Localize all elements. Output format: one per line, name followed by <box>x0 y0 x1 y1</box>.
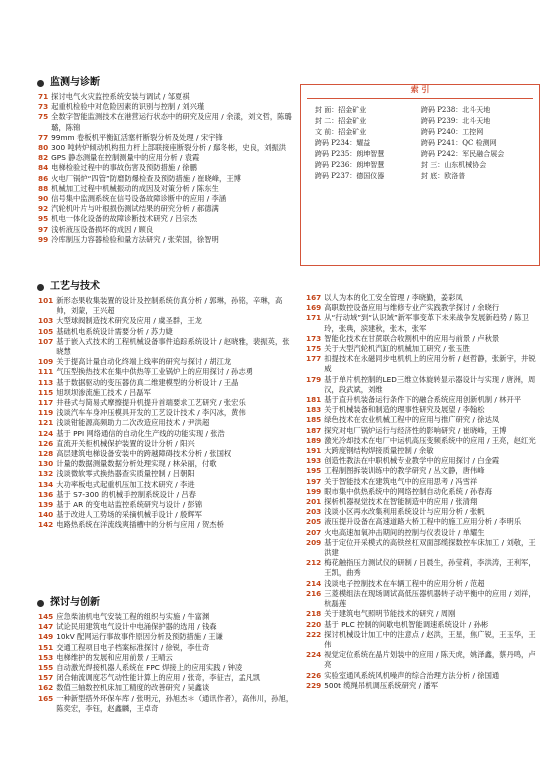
page-number: 169 <box>306 303 322 313</box>
entry-title: 关于提高计量自动化终端上线率的研究与探讨 / 胡江龙 <box>56 357 232 367</box>
entry-title: 浅谈电子控制技术在车辆工程中的应用分析 / 范超 <box>324 578 485 588</box>
toc-entry[interactable] <box>306 558 538 578</box>
toc-entry[interactable] <box>306 497 538 507</box>
toc-entry[interactable] <box>38 174 296 184</box>
entry-title: 电梯维护的发展和应用前景 / 王晴云 <box>56 652 173 662</box>
toc-entry[interactable] <box>306 426 538 436</box>
entry-title: 智能化技术在甘蔗联合收割机中的应用与前景 / 卢秋景 <box>324 333 500 343</box>
entry-title: 探讨机械设计加工中的注意点 / 赵洪，王星，焦广锐，王玉华，王伟 <box>324 629 536 649</box>
page-number: 220 <box>306 619 322 629</box>
section-innovation <box>38 596 296 714</box>
toc-entry[interactable] <box>306 354 538 374</box>
entry-title: 高职数控设备应用与维修专业产实践教学探讨 / 余晓行 <box>324 303 500 313</box>
page-number: 109 <box>38 357 54 367</box>
page-number: 207 <box>306 527 322 537</box>
index-divider <box>307 98 533 99</box>
page-number: 205 <box>306 517 322 527</box>
toc-entry[interactable] <box>38 163 296 173</box>
entry-title: 浅谈小区再水改集利用系统设计与应用分析 / 张帆 <box>324 507 485 517</box>
toc-entry[interactable] <box>38 683 296 693</box>
toc-entry[interactable] <box>38 612 296 622</box>
page-number: 214 <box>306 578 322 588</box>
toc-entry[interactable] <box>38 388 296 398</box>
page-number: 103 <box>38 316 54 326</box>
page-number: 80 <box>38 143 49 153</box>
entry-title: 起重机检验中对危险因素的识别与控制 / 刘兴瑾 <box>51 102 205 112</box>
page-number: 71 <box>38 92 49 101</box>
page-number: 124 <box>38 428 54 438</box>
section-heading <box>38 76 296 90</box>
toc-entry[interactable] <box>38 214 296 224</box>
entry-title: 浅谈钳能源高频助力二次改造应用技术 / 尹洪超 <box>56 418 210 428</box>
entry-title: 探讨电气火灾监控系统安装与调试 / 邹夏祺 <box>51 92 190 101</box>
entry-title: 视觉定位系统在晶片划装中的应用 / 陈天虎，姚泽鑫，蔡丹鸣，卢亮 <box>324 650 536 670</box>
toc-entry[interactable] <box>38 102 296 112</box>
toc-entry[interactable] <box>38 408 296 418</box>
index-entry: 封 面：招金矿业 <box>315 106 367 114</box>
page-number: 222 <box>306 629 322 639</box>
entry-title: 基于 PPI 网络通信的自动化生产线的功能实现 / 张浩 <box>56 428 225 438</box>
page-number: 229 <box>306 680 322 690</box>
entry-title: 99mm 卷板机平衡缸活塞杆断裂分析及处理 / 宋宇锋 <box>51 132 223 142</box>
toc-entry[interactable] <box>38 337 296 357</box>
toc-entry[interactable] <box>306 528 538 538</box>
index-entry: 跨码 P234：耀益 <box>315 139 371 147</box>
index-title: 索 引 <box>410 85 430 94</box>
entry-title: 井巷式与简易式摩擦提升机提升首端要求工艺研究 / 张宏乐 <box>56 398 246 408</box>
toc-entry[interactable] <box>306 579 538 589</box>
toc-entry[interactable] <box>306 671 538 681</box>
page-number: 105 <box>38 326 54 336</box>
entry-title: 一种新型搭外环保车库 / 张明元，孙旭杰＊（通讯作者），高伟川，孙旭，陈奕宏，李钰，赵鑫麟，王卓奇 <box>56 693 294 713</box>
index-row <box>315 171 533 182</box>
toc-entry[interactable] <box>306 405 538 415</box>
index-entry: 封 二：招金矿业 <box>315 117 367 125</box>
index-entry: 跨码 P242：军民融合展会 <box>421 150 505 158</box>
page-number: 165 <box>38 693 54 703</box>
page-number: 121 <box>38 418 54 428</box>
page-number: 86 <box>38 173 49 183</box>
index-row <box>315 127 533 138</box>
page-number: 88 <box>38 183 49 193</box>
toc-entry[interactable] <box>38 153 296 163</box>
page-number: 195 <box>306 466 322 476</box>
page-number: 175 <box>306 344 322 354</box>
entry-title: 眼市集中供热系统中的网络控制自动化系统 / 孙春海 <box>324 486 492 496</box>
toc-entry[interactable] <box>38 459 296 469</box>
page-number: 95 <box>38 214 49 224</box>
entry-title: 基于 PLC 控制的间歇电机智能调速系统设计 / 孙彬 <box>324 619 489 629</box>
toc-entry[interactable] <box>38 622 296 632</box>
page-number: 145 <box>38 612 54 621</box>
section-title: 监测与诊断 <box>50 76 100 88</box>
toc-entry[interactable] <box>38 378 296 388</box>
toc-entry[interactable] <box>38 327 296 337</box>
page-number: 226 <box>306 670 322 680</box>
entry-title: 电路热系统在洋流线爽插槽中的分析与应用 / 贺杰桥 <box>56 520 224 530</box>
toc-entry[interactable] <box>306 375 538 395</box>
section-title: 探讨与创新 <box>50 596 100 608</box>
entry-title: 扣提技术在永磁同步电机机上的应用分析 / 赵哲静，张新宇，井锐威 <box>324 354 536 374</box>
toc-entry[interactable] <box>306 466 538 476</box>
toc-entry[interactable] <box>306 395 538 405</box>
section-process <box>38 280 296 531</box>
index-entry: 跨码 P239：北斗天地 <box>421 117 491 125</box>
page-number: 111 <box>38 367 54 377</box>
index-rows <box>315 105 533 182</box>
page-number: 216 <box>306 588 322 598</box>
page-number: 201 <box>306 497 322 507</box>
toc-entry[interactable] <box>306 303 538 313</box>
page-number: 193 <box>306 456 322 466</box>
toc-entry[interactable] <box>38 663 296 673</box>
entry-title: 基于 AR 的变电站监控系统研究与设计 / 彭锦 <box>56 500 203 510</box>
entry-title: 关于机械装备和制造的理事性研究及展望 / 李翰松 <box>324 405 485 415</box>
page-number: 107 <box>38 336 54 346</box>
entry-title: 机械加工过程中机械振动的成因及对策分析 / 陈东生 <box>51 183 219 193</box>
page-number: 167 <box>306 293 322 302</box>
entry-title: 火电高速加氧冲击期间的控制与仪表设计 / 单耀生 <box>324 527 485 537</box>
toc-entry[interactable] <box>38 357 296 367</box>
toc-entry[interactable] <box>38 632 296 642</box>
toc-entry[interactable] <box>38 204 296 214</box>
toc-entry[interactable] <box>306 436 538 446</box>
page-number: 155 <box>38 663 54 673</box>
toc-entry[interactable] <box>38 510 296 520</box>
toc-entry[interactable] <box>38 225 296 235</box>
bullet-icon <box>37 600 44 607</box>
page-number: 199 <box>306 486 322 496</box>
page-number: 218 <box>306 609 322 619</box>
toc-entry[interactable] <box>306 650 538 670</box>
page-number: 212 <box>306 558 322 568</box>
page-number: 181 <box>306 395 322 405</box>
page-number: 115 <box>38 387 54 397</box>
page-number: 157 <box>38 673 54 683</box>
entry-title: 500t 缆绳吊机调压系统研究 / 潘军 <box>324 680 439 690</box>
page-number: 128 <box>38 449 54 459</box>
entry-title: 绿色技术在农业机械工程中的应用与推广研究 / 徐达凤 <box>324 415 500 425</box>
toc-entry[interactable] <box>38 469 296 479</box>
right-column <box>306 293 538 691</box>
entry-title: 汽轮机叶片与叶根损伤测试结果的研究分析 / 郝德满 <box>51 204 219 214</box>
toc-entry[interactable] <box>306 538 538 558</box>
page-number: 92 <box>38 204 49 214</box>
page-number: 139 <box>38 500 54 510</box>
toc-entry[interactable] <box>38 235 296 245</box>
entry-title: 冷库制压力容器检验和量方法研究 / 张荣国，徐智明 <box>51 234 219 244</box>
toc-entry[interactable] <box>38 490 296 500</box>
index-entry: 跨码 P240：工控网 <box>421 128 484 136</box>
toc-entry[interactable] <box>306 446 538 456</box>
entry-title: 浅析液压设备损坏的成因 / 顾良 <box>51 224 154 234</box>
section-title: 工艺与技术 <box>50 280 100 292</box>
entry-title: 以人为本的化工安全管理 / 李晓勤，姜彩凤 <box>324 293 463 302</box>
toc-entry[interactable] <box>38 449 296 459</box>
toc-entry[interactable] <box>306 589 538 609</box>
index-row <box>315 160 533 171</box>
entry-title: 交通工程项目电子档案标准探讨 / 徐锐，李仕奇 <box>56 642 210 652</box>
page-number: 130 <box>38 459 54 469</box>
toc-entry[interactable] <box>38 398 296 408</box>
page-number: 177 <box>306 354 322 364</box>
index-entry: 封 三：山东机械协会 <box>421 161 487 169</box>
page-number: 132 <box>38 469 54 479</box>
section-heading <box>38 280 296 294</box>
entry-title: 关于建筑电气照明节能技术的研究 / 周刚 <box>324 609 456 619</box>
toc-entry[interactable] <box>38 480 296 490</box>
entry-title: 探析机器视觉技术在智能制造中的应用 / 张清翔 <box>324 497 478 507</box>
page-number: 179 <box>306 374 322 384</box>
page-number: 173 <box>306 333 322 343</box>
index-row <box>315 105 533 116</box>
page-number: 153 <box>38 652 54 662</box>
entry-title: 基于 S7-300 的机械手控制系统设计 / 吕春 <box>56 489 196 499</box>
entry-title: 基于直升机装备运行条件下的融合系统应用创新机制 / 林开平 <box>324 395 522 405</box>
entry-title: 关于大型汽轮机汽缸的机械加工研究 / 张玉胜 <box>324 344 470 354</box>
entry-title: 基础机电系统设计需要分析 / 苏力婕 <box>56 326 173 336</box>
toc-entry[interactable] <box>306 681 538 691</box>
toc-entry[interactable] <box>38 500 296 510</box>
entry-title: 工程制图拆装训练中的教学研究 / 丛文静，唐伟峰 <box>324 466 485 476</box>
section-heading <box>38 596 296 610</box>
index-entry: 跨码 P238：北斗天地 <box>421 106 491 114</box>
entry-title: 10kV 配网运行事故事件原因分析及预防措施 / 王谦 <box>56 632 223 642</box>
entry-title: 创造性教法在中职机械专业教学中的应用探讨 / 白金霞 <box>324 456 500 466</box>
page-number: 77 <box>38 132 49 142</box>
entry-title: 机电一体化设备的故障诊断技术研究 / 吕宗杰 <box>51 214 197 224</box>
entry-title: 梅花触指压力测试仪的研制 / 吕晨生，孙莹莉，李洪涛，王利军，王凯，曲秀 <box>324 558 536 578</box>
entry-title: 新形态果收集装置的设计及控制系统仿真分析 / 郭琳，孙铭，辛琳，高帅，刘蒙，王兴超 <box>56 296 283 316</box>
entry-title: 旭坝坝渗流施工技术 / 吕磊军 <box>56 387 151 397</box>
page-number: 90 <box>38 194 49 204</box>
toc-entry[interactable] <box>38 439 296 449</box>
toc-entry[interactable] <box>306 344 538 354</box>
toc-entry[interactable] <box>38 653 296 663</box>
page-number: 187 <box>306 425 322 435</box>
entry-title: 应急柴油机电气安装工程的组织与实施 / 牛富渊 <box>56 612 210 621</box>
toc-entry[interactable] <box>306 517 538 527</box>
page-number: 189 <box>306 435 322 445</box>
entry-title: 火电厂锅炉“四管”防磨防爆检查及预防措施 / 崔晓峰，王博 <box>51 173 241 183</box>
page-number: 147 <box>38 622 54 632</box>
toc-entry[interactable] <box>306 334 538 344</box>
entry-title: GPS 静态测量在控制测量中的应用分析 / 袁霞 <box>51 153 200 163</box>
index-row <box>315 149 533 160</box>
toc-entry[interactable] <box>306 487 538 497</box>
page-number: 84 <box>38 163 49 173</box>
toc-entry[interactable] <box>38 520 296 530</box>
entry-title: 探究对电厂锅炉运行与经济性的影响研究 / 崔晓峰，王博 <box>324 425 507 435</box>
entry-title: 基于嵌入式技术的工程机械设备事件追踪系统设计 / 赵晓雅，裴振英，张晓慧 <box>56 336 290 357</box>
page-number: 185 <box>306 415 322 425</box>
toc-entry[interactable] <box>38 316 296 326</box>
page-number: 149 <box>38 632 54 642</box>
page-number: 126 <box>38 438 54 448</box>
entry-title: 基于数据驱动的变压器仿真二维建模型的分析设计 / 王晶 <box>56 377 239 387</box>
index-row <box>315 116 533 127</box>
page-number: 191 <box>306 446 322 456</box>
index-entry: 跨码 P237：德国仪器 <box>315 172 385 180</box>
toc-entry[interactable] <box>38 643 296 653</box>
entry-title: 大跨度钢结构焊接质量控制 / 余敏 <box>324 446 434 456</box>
page-number: 136 <box>38 489 54 499</box>
page-number: 82 <box>38 153 49 163</box>
index-row <box>315 138 533 149</box>
toc-entry[interactable] <box>38 184 296 194</box>
toc-entry[interactable] <box>306 609 538 619</box>
entry-title: 高层建筑电梯设备安装中的跨越障碍技术分析 / 张国权 <box>56 449 232 459</box>
entry-title: 自动激光焊接机器人系统在 FPC 焊接上的应用实践 / 钟凌 <box>56 663 243 673</box>
entry-title: 三菱模组法在现场调试高低压器机器转子动平衡中的应用 / 刘祥，杭磊莲 <box>324 588 536 609</box>
toc-entry[interactable] <box>306 630 538 650</box>
entry-title: 浅谈汽车车身冲压模具开发的工艺设计技术 / 李闪冰，黄伟 <box>56 408 246 418</box>
page-number: 134 <box>38 479 54 489</box>
toc-entry[interactable] <box>38 143 296 153</box>
toc-entry[interactable] <box>38 429 296 439</box>
entry-title: 电梯检验过程中的事故伤害及预防措施 / 徐鹏 <box>51 163 197 173</box>
page-number: 113 <box>38 377 54 387</box>
toc-entry[interactable] <box>38 367 296 377</box>
toc-entry[interactable] <box>306 620 538 630</box>
page-number: 171 <box>306 313 322 323</box>
toc-entry[interactable] <box>38 418 296 428</box>
index-box <box>300 84 540 266</box>
toc-entry[interactable] <box>38 194 296 204</box>
toc-entry[interactable] <box>306 415 538 425</box>
entry-title: 激光冷却技术在电厂中运机高压变频系统中的应用 / 王亮，赵红光 <box>324 435 536 445</box>
entry-title: 数值三轴数控机床加工精度的改善研究 / 吴鑫谈 <box>56 683 210 693</box>
bullet-icon <box>37 284 44 291</box>
toc-entry[interactable] <box>38 673 296 683</box>
page-number: 75 <box>38 112 49 122</box>
index-entry: 文 前：招金矿业 <box>315 128 367 136</box>
entry-title: 大功率板电式起重机压加工技术研究 / 李进 <box>56 479 195 489</box>
page-number: 203 <box>306 507 322 517</box>
page-number: 209 <box>306 537 322 547</box>
entry-title: 直流开关柜机械保护装置的设计分析 / 阳兴 <box>56 438 195 448</box>
index-entry: 跨码 P235：朗坤智慧 <box>315 150 385 158</box>
entry-title: 信号集中监测系统在信号设备故障诊断中的应用 / 李涵 <box>51 194 227 204</box>
page-number: 183 <box>306 405 322 415</box>
page-number: 97 <box>38 224 49 234</box>
index-entry: 封 底：欧洛普 <box>421 172 466 180</box>
entry-title: 气压型换热技术在集中供热等工业锅炉上的应用探讨 / 孙志勇 <box>56 367 254 377</box>
entry-title: 基于定位开采模式的高铁丝杠双面部缆探数控车床加工 / 刘敬，王洪建 <box>324 537 536 558</box>
entry-title: 300 吨转炉倾动机构扭力杆上部联接座断裂分析 / 鄢冬彬，史良，刘振洪 <box>51 143 287 153</box>
entry-title: 基于单片机控制的LED三维立体旋转显示器设计与实现 / 唐洲，周汉，段武斌，刘维 <box>324 374 536 394</box>
index-entry: 跨码 P236：朗坤智慧 <box>315 161 385 169</box>
page-number: 151 <box>38 642 54 652</box>
toc-entry[interactable] <box>38 133 296 143</box>
page-number: 142 <box>38 520 54 530</box>
toc-entry[interactable] <box>306 477 538 487</box>
toc-entry[interactable] <box>38 92 296 102</box>
page-number: 140 <box>38 510 54 520</box>
toc-entry[interactable] <box>38 112 296 132</box>
toc-entry[interactable] <box>38 694 296 714</box>
page-number: 224 <box>306 650 322 660</box>
index-entry: 跨码 P241：QC 检测网 <box>421 139 497 147</box>
page-number: 117 <box>38 398 54 408</box>
entry-title: 全数字智能监测技术在港营运行状态中的研究及应用 / 余漾，刘文哲，陈璐璐，陈锦 <box>51 112 292 132</box>
entry-title: 闭合轴流调度芯气动性能计算上的应用 / 张奇，李征吉，孟凡凯 <box>56 673 261 683</box>
entry-title: 从“行动域”到“认识域”新军事变革下未来战争发展新趋势 / 陈卫玲，张典，滨建秋，张木，张军 <box>324 313 529 333</box>
entry-title: 基于改进人工势场的采摘机械手设计 / 殷辉军 <box>56 510 202 520</box>
entry-title: 大型球阀制造技术研究及应用 / 虞圣群，王龙 <box>56 316 202 326</box>
entry-title: 液压提升设备在高速道路大桥工程中的施工应用分析 / 李明乐 <box>324 517 522 527</box>
entry-title: 关于智能技术在建筑电气中的应用思考 / 冯雪祥 <box>324 476 478 486</box>
entry-title: 浅谈微软零式换热器查实质量控制 / 吕朝阳 <box>56 469 195 479</box>
bullet-icon <box>37 80 44 87</box>
toc-entry[interactable] <box>306 293 538 303</box>
entry-title: 试论民用建筑电气设计中电涌保护器的选用 / 钱森 <box>56 622 217 632</box>
toc-entry[interactable] <box>306 456 538 466</box>
page-number: 99 <box>38 234 49 244</box>
toc-entry[interactable] <box>38 296 296 316</box>
page-number: 197 <box>306 476 322 486</box>
page-number: 162 <box>38 683 54 693</box>
page-number: 73 <box>38 102 49 112</box>
entry-title: 计量的数据测量数据分析处理实现 / 林朵丽，付歌 <box>56 459 217 469</box>
section-monitoring <box>38 76 296 245</box>
toc-entry[interactable] <box>306 313 538 333</box>
page-number: 101 <box>38 296 54 305</box>
entry-title: 实验室通风系统风机噪声的综合治理方法分析 / 徐国通 <box>324 670 500 680</box>
toc-entry[interactable] <box>306 507 538 517</box>
page-number: 119 <box>38 408 54 418</box>
